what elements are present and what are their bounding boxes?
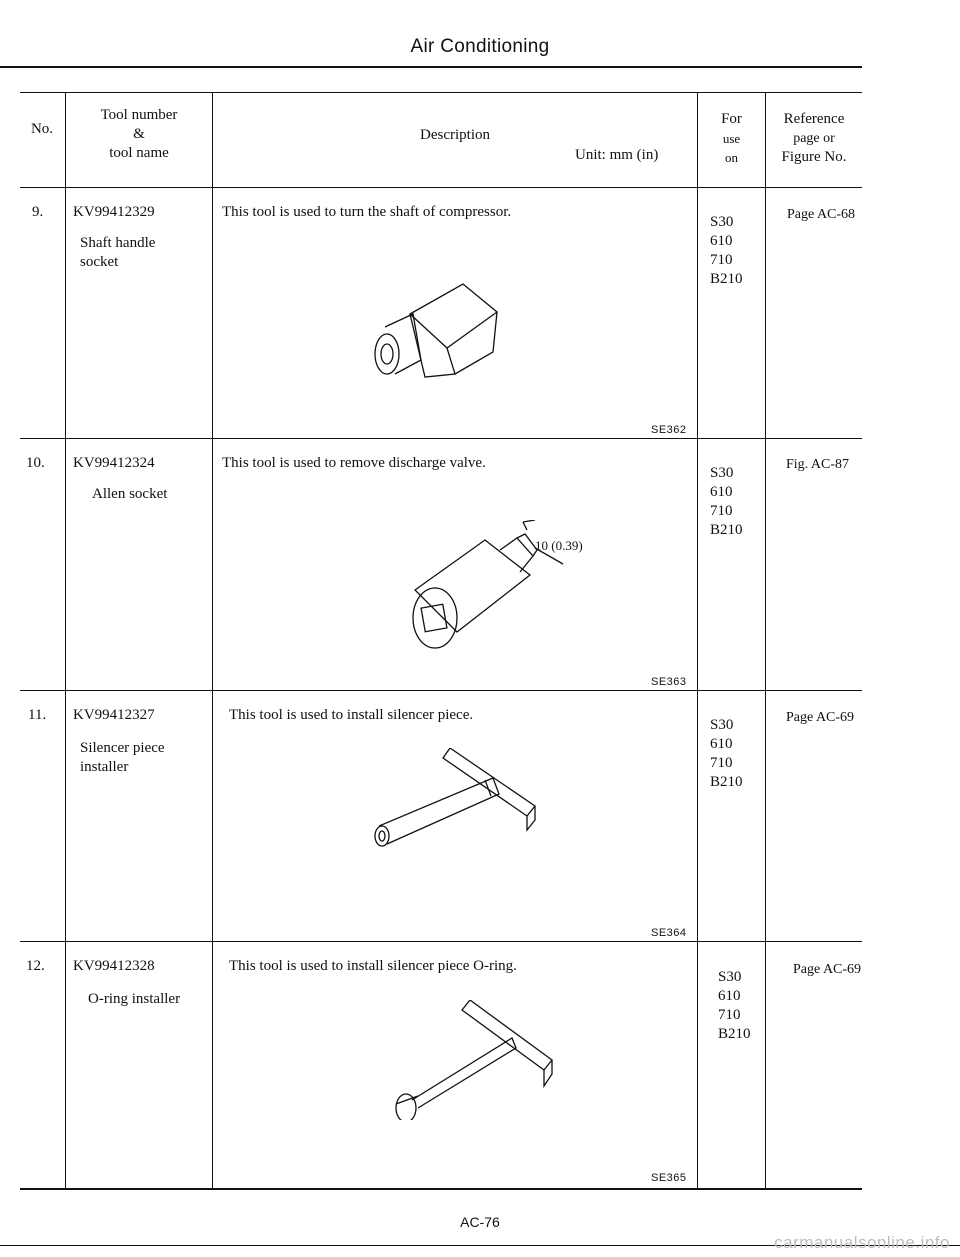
model-item: S30 [710,717,734,733]
tool-name [92,485,167,504]
model-list [710,464,743,540]
tool-description: This tool is used to install silencer piece. [229,707,474,723]
reference: Page AC-69 [786,710,855,725]
model-item: 610 [718,988,741,1004]
model-list [710,213,743,289]
tool-description: This tool is used to remove discharge valve. [222,455,486,471]
page-title: Air Conditioning [410,36,550,57]
watermark: carmanualsonline.info [774,1233,950,1252]
header-unit: Unit: mm (in) [575,147,659,163]
header-tool-line1: Tool number [100,107,178,123]
row-number: 10. [26,455,45,471]
row-number: 12. [26,958,45,974]
column-divider-tool [212,92,213,1189]
page-number: AC-76 [460,1214,500,1230]
model-item: 610 [710,736,733,752]
table-bottom-rule [20,1188,862,1190]
row-divider-3 [20,941,862,942]
figure-code: SE365 [651,1172,687,1184]
header-ref-line1: Reference [783,111,845,127]
tool-name-line1: Silencer piece [80,740,165,756]
model-item: B210 [718,1026,751,1042]
tool-name-line1: Allen socket [92,486,168,502]
model-item: 710 [710,252,733,268]
model-item: 710 [718,1007,741,1023]
header-description: Description [420,127,490,143]
header-for-line2: use [722,131,741,146]
model-item: 710 [710,503,733,519]
header-for-line1: For [721,111,742,127]
model-item: 710 [710,755,733,771]
header-tool-line2: & [133,126,145,142]
reference: Fig. AC-87 [786,457,850,472]
model-item: B210 [710,271,743,287]
header-ref-line3: Figure No. [781,149,847,165]
tool-name-line2: socket [80,254,119,270]
model-item: S30 [710,465,734,481]
column-divider-description [697,92,698,1189]
reference: Page AC-68 [787,207,856,222]
model-item: S30 [710,214,734,230]
tool-name [80,739,165,777]
tool-name [88,990,180,1009]
header-ref-line2: page or [793,131,835,146]
model-item: S30 [718,969,742,985]
model-list [718,968,751,1044]
column-divider-for-use [765,92,766,1189]
figure-code: SE364 [651,927,687,939]
tool-number: KV99412329 [73,204,155,220]
row-number: 9. [32,204,44,220]
row-divider-1 [20,438,862,439]
figure-code: SE362 [651,424,687,436]
allen-socket-illustration [405,520,580,655]
shaft-handle-socket-illustration [365,282,515,387]
header-for-line3: on [725,150,738,165]
header-for-use-on [698,110,765,167]
row-divider-2 [20,690,862,691]
column-divider-no [65,92,66,1189]
tool-number: KV99412324 [73,455,155,471]
tool-description: This tool is used to install silencer piece O-ring. [229,958,517,974]
header-no: No. [30,121,54,137]
o-ring-installer-illustration [382,1000,557,1120]
tool-name-line1: Shaft handle [80,235,156,251]
tool-description: This tool is used to turn the shaft of compressor. [222,204,512,220]
model-item: B210 [710,522,743,538]
header-tool-line3: tool name [109,145,169,161]
tool-name-line2: installer [80,759,129,775]
dimension-label: 10 (0.39) [535,538,583,553]
figure-code: SE363 [651,676,687,688]
tool-number: KV99412327 [73,707,155,723]
reference: Page AC-69 [793,962,862,977]
row-number: 11. [28,707,47,723]
tool-name-line1: O-ring installer [88,991,181,1007]
model-item: B210 [710,774,743,790]
model-item: 610 [710,484,733,500]
header-bottom-rule [20,187,862,188]
tool-name [80,234,155,272]
header-top-rule [20,92,862,93]
model-item: 610 [710,233,733,249]
header-tool [66,106,212,163]
model-list [710,716,743,792]
top-rule [0,66,862,68]
tool-number: KV99412328 [73,958,155,974]
silencer-piece-installer-illustration [365,748,540,858]
header-reference [766,110,862,167]
